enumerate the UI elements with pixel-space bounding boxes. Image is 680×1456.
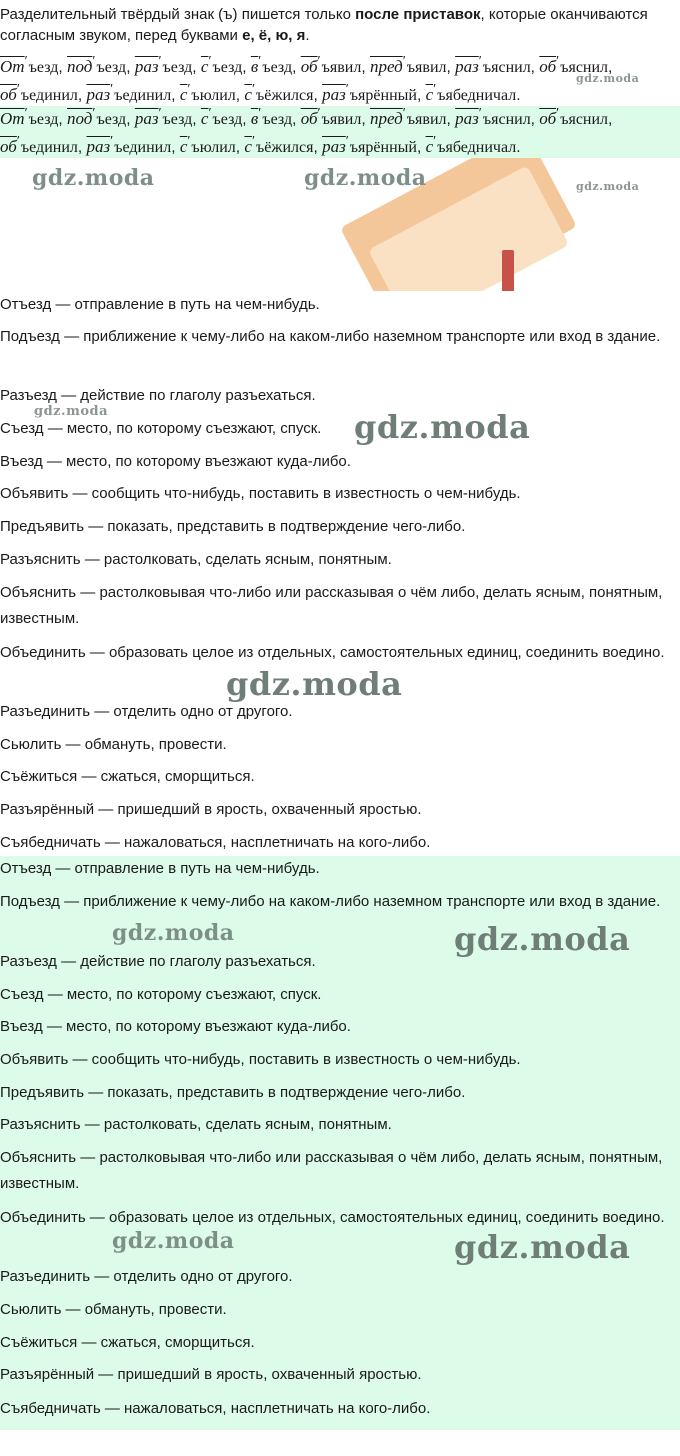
word-separator: , [235,87,245,104]
watermark-logo: gdz.moda [454,1228,631,1266]
prefix-end-mark: ′ [158,106,162,121]
definition-item: Объяснить — растолковывая что-либо или рассказывая о чём либо, делать ясным, понятным, известным. [0,584,663,627]
prefix-end-mark: ′ [110,134,114,149]
rule-text-middle: , которые оканчиваются согласным звуком, перед буквами [0,6,648,44]
word-separator: . [516,87,521,104]
word-stem: ъябедничал [437,87,517,104]
prefix-mark: пред [369,109,403,128]
definition-item: Предъявить — показать, представить в подтверждение чего-либо. [0,518,466,535]
word-highlighted [134,106,201,128]
definition-item: Разъярённый — пришедший в ярость, охваченный яростью. [0,1366,422,1383]
word-separator: , [313,139,323,156]
prefix-mark: От [0,57,25,76]
word-separator: , [608,111,613,128]
word-stem: ъезд [162,59,193,76]
word-plain [425,82,521,104]
word-separator: , [126,59,135,76]
word-stem: ъябедничал [437,139,517,156]
watermark-logo: gdz.moda [576,72,640,85]
word-highlighted [0,106,67,128]
definition-item: Въезд — место, по которому въезжают куда-либо. [0,1018,351,1035]
definition-item: Объединить — образовать целое из отдельных, самостоятельных единиц, соединить воедино. [0,644,665,661]
definition-item: Отъезд — отправление в путь на чем-нибудь. [0,296,320,313]
word-separator: , [292,111,301,128]
prefix-end-mark: ′ [258,54,262,69]
prefix-end-mark: ′ [345,82,349,97]
prefix-end-mark: ′ [345,134,349,149]
word-plain [300,54,370,76]
word-stem: ъединил [114,139,172,156]
prefix-mark: с [200,57,209,76]
word-separator: , [530,59,540,76]
prefix-mark: раз [134,109,159,128]
prefix-end-mark: ′ [251,82,256,97]
prefix-mark: под [67,57,93,76]
word-separator: , [361,59,370,76]
word-highlighted [179,134,245,156]
word-plain [322,82,426,104]
word-stem: ъёжился [256,139,314,156]
prefix-end-mark: ′ [317,54,321,69]
word-stem: яснил [568,59,609,76]
prefix-mark: с [200,109,209,128]
definition-item: Предъявить — показать, представить в подтверждение чего-либо. [0,1084,466,1101]
word-stem: ъяснил [482,59,531,76]
prefix-mark: с [425,85,434,104]
word-separator: , [58,111,67,128]
prefix-end-mark: ′ [433,134,437,149]
word-stem: ъюлил [191,87,236,104]
prefix-end-mark: ′ [24,54,28,69]
word-plain [244,82,323,104]
word-stem: яснил [568,111,609,128]
watermark-logo: gdz.moda [112,1228,235,1254]
word-stem: ъявил [406,111,447,128]
prefix-mark: с [179,137,188,156]
definition-item: Съябедничать — нажаловаться, насплетничать на кого-либо. [0,1400,431,1417]
definition-item: Разъяснить — растолковать, сделать ясным, понятным. [0,551,392,568]
prefix-end-mark: ′ [16,82,20,97]
word-stem: ъярённый [349,139,417,156]
word-stem: ъезд [262,59,293,76]
definition-item: Съёжиться — сжаться, сморщиться. [0,1334,255,1351]
word-highlighted [244,134,323,156]
prefix-end-mark: ′ [24,106,28,121]
word-highlighted [369,106,456,128]
prefix-mark: об [0,85,17,104]
rule-emphasis-prefixes: после приставок [355,6,481,23]
definition-item: Сьюлить — обмануть, провести. [0,736,227,753]
prefix-mark: с [179,85,188,104]
word-separator: , [361,111,370,128]
prefix-end-mark: ′ [556,54,560,69]
word-separator: , [242,59,251,76]
word-separator: , [171,87,180,104]
watermark-logo: gdz.moda [32,165,155,191]
prefix-end-mark: ′ [478,106,482,121]
prefix-mark: От [0,109,25,128]
word-stem: ъюлил [191,139,236,156]
rule-text [0,4,676,46]
word-plain [250,54,301,76]
decorative-book-image [0,158,680,291]
word-separator: , [446,59,456,76]
word-stem: ъяснил [482,111,531,128]
definition-item: Разъединить — отделить одно от другого. [0,703,293,720]
word-highlighted [425,134,521,156]
word-stem: ъёжился [256,87,314,104]
prefix-mark: раз [134,57,159,76]
word-separator: , [313,87,323,104]
prefix-mark: с [244,137,252,156]
prefix-mark: в [250,109,259,128]
definition-item: Въезд — место, по которому въезжают куда-либо. [0,453,351,470]
word-separator: , [416,87,426,104]
prefix-end-mark: ′ [208,54,212,69]
word-highlighted [300,106,370,128]
word-stem: ъединил [20,139,78,156]
prefix-end-mark: ′ [402,106,406,121]
word-stem: ъезд [28,111,59,128]
word-stem: ъезд [162,111,193,128]
prefix-mark: с [425,137,434,156]
definition-item: Разъярённый — пришедший в ярость, охваченный яростью. [0,801,422,818]
prefix-end-mark: ′ [16,134,20,149]
word-stem: ъярённый [349,87,417,104]
definition-item: Подъезд — приближение к чему-либо на каком-либо наземном транспорте или вход в здание. [0,328,661,345]
prefix-mark: об [539,57,557,76]
word-plain [568,59,612,76]
prefix-end-mark: ′ [110,82,114,97]
word-stem: ъезд [96,111,127,128]
word-separator: , [242,111,251,128]
word-separator: , [58,59,67,76]
word-highlighted [0,134,87,156]
definition-item: Разъезд — действие по глаголу разъехаться. [0,387,316,404]
word-list-highlighted [0,106,680,158]
word-plain [455,54,540,76]
word-stem: ъ [560,111,569,128]
word-separator: , [235,139,245,156]
prefix-end-mark: ′ [187,134,191,149]
definition-item: Съезд — место, по которому съезжают, спуск. [0,420,322,437]
definition-item: Объявить — сообщить что-нибудь, поставить в известность о чем-нибудь. [0,1051,521,1068]
word-separator: , [292,59,301,76]
prefix-mark: об [0,137,17,156]
prefix-end-mark: ′ [208,106,212,121]
prefix-end-mark: ′ [158,54,162,69]
prefix-mark: раз [455,109,479,128]
prefix-mark: об [539,109,557,128]
watermark-logo: gdz.moda [112,920,235,946]
definition-item: Объединить — образовать целое из отдельных, самостоятельных единиц, соединить воедино. [0,1209,665,1226]
prefix-end-mark: ′ [92,106,96,121]
word-separator: , [77,87,87,104]
word-stem: ъединил [20,87,78,104]
prefix-end-mark: ′ [317,106,321,121]
definition-item: Съябедничать — нажаловаться, насплетничать на кого-либо. [0,834,431,851]
word-separator: , [192,111,201,128]
word-highlighted [86,134,180,156]
prefix-mark: раз [455,57,479,76]
word-separator: , [530,111,540,128]
watermark-logo: gdz.moda [304,165,427,191]
prefix-end-mark: ′ [402,54,406,69]
prefix-mark: раз [86,137,111,156]
word-highlighted [322,134,426,156]
word-plain [0,54,67,76]
watermark-logo: gdz.moda [576,180,640,193]
definition-item: Разъезд — действие по глаголу разъехаться. [0,953,316,970]
watermark-logo: gdz.moda [34,404,109,419]
word-plain [369,54,456,76]
prefix-mark: с [244,85,252,104]
word-highlighted [539,106,569,128]
word-highlighted [455,106,540,128]
definition-item: Подъезд — приближение к чему-либо на каком-либо наземном транспорте или вход в здание. [0,893,661,910]
word-separator: . [516,139,521,156]
word-highlighted [250,106,301,128]
word-plain [0,82,87,104]
word-highlighted [67,106,135,128]
book-spine-shape [502,250,514,291]
word-stem: ъезд [96,59,127,76]
word-plain [134,54,201,76]
word-stem: ъявил [321,59,362,76]
word-stem: ъезд [212,59,243,76]
prefix-mark: раз [322,137,346,156]
prefix-end-mark: ′ [187,82,191,97]
prefix-mark: раз [86,85,111,104]
rule-text-end: . [305,27,310,44]
prefix-mark: пред [369,57,403,76]
rule-emphasis-letters: е, ё, ю, я [242,27,306,44]
prefix-end-mark: ′ [433,82,437,97]
word-plain [67,54,135,76]
word-plain [539,54,569,76]
word-separator: , [608,59,613,76]
word-highlighted [568,111,612,128]
prefix-mark: под [67,109,93,128]
prefix-end-mark: ′ [556,106,560,121]
word-stem: ъезд [212,111,243,128]
word-stem: ъезд [262,111,293,128]
word-stem: ъявил [406,59,447,76]
definitions-list-highlighted [0,856,680,1430]
definition-item: Сьюлить — обмануть, провести. [0,1301,227,1318]
word-stem: ъ [560,59,569,76]
word-separator: , [171,139,180,156]
word-separator: , [416,139,426,156]
prefix-mark: раз [322,85,346,104]
word-plain [200,54,251,76]
prefix-end-mark: ′ [258,106,262,121]
definition-item: Разъяснить — растолковать, сделать ясным, понятным. [0,1116,392,1133]
prefix-mark: об [300,57,318,76]
word-separator: , [446,111,456,128]
definition-item: Объяснить — растолковывая что-либо или рассказывая о чём либо, делать ясным, понятным, известным. [0,1149,663,1192]
definition-item: Съезд — место, по которому съезжают, спуск. [0,986,322,1003]
watermark-logo: gdz.moda [354,408,531,446]
word-separator: , [77,139,87,156]
word-separator: , [126,111,135,128]
definition-item: Отъезд — отправление в путь на чем-нибудь. [0,860,320,877]
definition-item: Съёжиться — сжаться, сморщиться. [0,768,255,785]
watermark-logo: gdz.moda [226,665,403,703]
prefix-end-mark: ′ [92,54,96,69]
word-separator: , [192,59,201,76]
prefix-end-mark: ′ [251,134,256,149]
prefix-end-mark: ′ [478,54,482,69]
word-highlighted [200,106,251,128]
definitions-list-plain [0,290,680,856]
word-stem: ъединил [114,87,172,104]
word-stem: ъезд [28,59,59,76]
definition-item: Разъединить — отделить одно от другого. [0,1268,293,1285]
word-plain [179,82,245,104]
watermark-logo: gdz.moda [454,920,631,958]
word-plain [86,82,180,104]
word-stem: ъявил [321,111,362,128]
prefix-mark: в [250,57,259,76]
prefix-mark: об [300,109,318,128]
word-list-plain [0,54,680,110]
rule-text-start: Разделительный твёрдый знак (ъ) пишется только [0,6,356,23]
definition-item: Объявить — сообщить что-нибудь, поставить в известность о чем-нибудь. [0,485,521,502]
